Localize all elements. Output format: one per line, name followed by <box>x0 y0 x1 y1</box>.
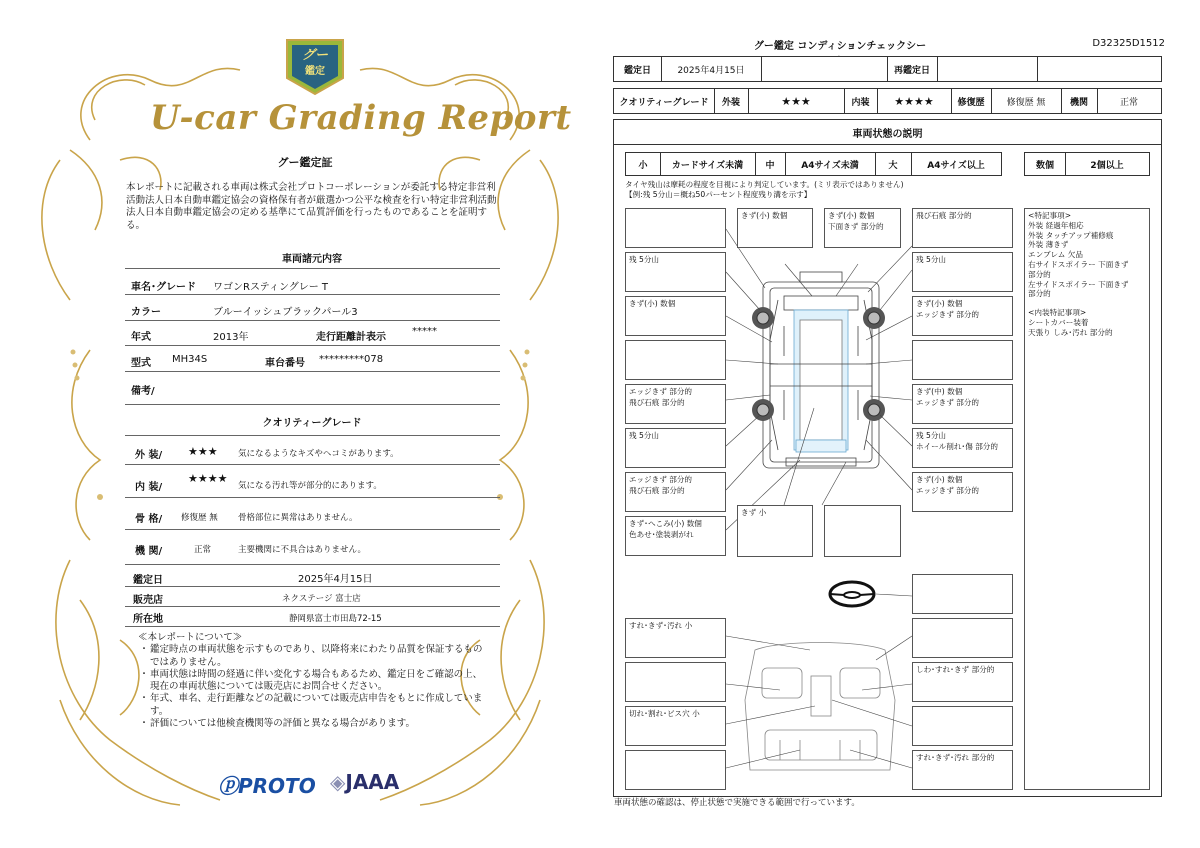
jaaa-logo: ◈JAAA <box>330 770 400 794</box>
exterior-text: 気になるようなキズやヘコミがあります。 <box>238 449 399 459</box>
color-label: カラー <box>131 307 161 318</box>
car-name-value: ワゴンRスティングレー T <box>213 282 329 293</box>
condition-box: エッジきず 部分的 飛び石痕 部分的 <box>625 384 726 424</box>
certificate-title: グー鑑定証 <box>277 156 333 169</box>
mileage-value: ***** <box>412 326 437 337</box>
condition-box: 残 5分山 ホイール削れ･傷 部分的 <box>912 428 1013 468</box>
divider <box>125 586 500 587</box>
exterior-stars: ★★★ <box>188 445 218 458</box>
proto-logo: ⓟPROTO <box>218 774 316 798</box>
condition-box: 飛び石痕 部分的 <box>912 208 1013 248</box>
engine-label: 機 関/ <box>135 546 163 557</box>
interior-stars: ★★★★ <box>894 94 934 108</box>
document-id: D32325D1512 <box>1092 38 1165 49</box>
special-note: 部分的 <box>1028 269 1051 279</box>
appraisal-date-label: 鑑定日 <box>623 65 651 76</box>
address-label: 所在地 <box>133 614 163 625</box>
condition-box: きず(小) 数個 エッジきず 部分的 <box>912 296 1013 336</box>
model-value: MH34S <box>172 354 208 365</box>
tire-note-example: 【例:残 5分山＝概ね50パーセント程度残り溝を示す】 <box>625 190 812 199</box>
appraisal-date-value: 2025年4月15日 <box>677 65 745 76</box>
reappraisal-date-label: 再鑑定日 <box>893 65 930 76</box>
spec-heading: 車両諸元内容 <box>282 254 342 265</box>
shop-value: ネクステージ 富士店 <box>282 594 361 604</box>
legend-large-desc: A4サイズ以上 <box>927 160 985 171</box>
exterior-stars: ★★★ <box>781 94 811 108</box>
quality-grade-label: クオリティーグレード <box>619 97 709 108</box>
condition-box <box>912 706 1013 746</box>
condition-box <box>824 505 901 557</box>
condition-box: 残 5分山 <box>912 252 1013 292</box>
condition-box: エッジきず 部分的 飛び石痕 部分的 <box>625 472 726 512</box>
divider <box>125 564 500 565</box>
repair-history-value: 修復歴 無 <box>1006 97 1046 108</box>
condition-box: きず(中) 数個 エッジきず 部分的 <box>912 384 1013 424</box>
condition-box: すれ･きず･汚れ 部分的 <box>912 750 1013 790</box>
condition-box <box>912 340 1013 380</box>
legend-small-desc: カードサイズ未満 <box>671 160 744 171</box>
interior-stars: ★★★★ <box>188 472 228 485</box>
special-notes-title: <特記事項> <box>1028 211 1072 220</box>
condition-box <box>625 208 726 248</box>
note-item: 評価については他検査機関等の評価と異なる場合があります。 <box>150 718 416 730</box>
divider <box>125 345 500 346</box>
engine-value: 正常 <box>194 545 212 555</box>
special-note: 左サイドスポイラー 下面きず <box>1028 279 1129 289</box>
interior-label: 内 装/ <box>135 482 163 493</box>
special-note: エンブレム 欠品 <box>1028 250 1083 260</box>
divider <box>125 529 500 530</box>
legend-medium: 中 <box>765 160 775 171</box>
condition-box: 残 5分山 <box>625 428 726 468</box>
car-name-label: 車名･グレード <box>131 282 196 293</box>
interior-text: 気になる汚れ等が部分的にあります。 <box>238 481 382 491</box>
condition-box: きず･へこみ(小) 数個 色あせ･塗装剥がれ <box>625 516 726 556</box>
exterior-label: 外装 <box>721 97 740 108</box>
condition-box: 切れ･割れ･ビス穴 小 <box>625 706 726 746</box>
steering-wheel-icon <box>830 582 874 606</box>
note-item: 鑑定時点の車両状態を示すものであり、以降将来にわたり品質を保証するものではありません。 <box>150 644 483 668</box>
certificate-body: 本レポートに記載される車両は株式会社プロトコーポレーションが委託する特定非営利活動法人日本自動車鑑定協会の資格保有者が厳選かつ公平な検査を行い特定非営利活動法人日本自動車鑑定協会の定める基準にて品質評価を行ったものであることを証明する。 <box>126 182 497 231</box>
divider <box>125 404 500 405</box>
shop-label: 販売店 <box>133 595 163 606</box>
engine-value: 正常 <box>1119 97 1138 108</box>
footer-note: 車両状態の確認は、停止状態で実施できる範囲で行っています。 <box>614 798 860 808</box>
divider <box>125 497 500 498</box>
condition-box: きず(小) 数個 <box>625 296 726 336</box>
condition-box: すれ･きず･汚れ 小 <box>625 618 726 658</box>
tire-note: タイヤ残山は摩耗の程度を目視により判定しています。(ミリ表示ではありません) <box>625 180 904 189</box>
interior-note: シートカバー装着 <box>1028 317 1089 327</box>
divider <box>125 464 500 465</box>
repair-history-label: 修復歴 <box>957 97 985 108</box>
legend-large: 大 <box>888 160 898 171</box>
legend-count-desc: 2個以上 <box>1090 160 1124 171</box>
divider <box>125 320 500 321</box>
condition-box <box>625 340 726 380</box>
color-value: ブルーイッシュブラックパール3 <box>213 307 358 318</box>
sheet-title: グー鑑定 コンディションチェックシー <box>753 41 927 52</box>
interior-note: 天張り しみ･汚れ 部分的 <box>1028 327 1113 337</box>
report-notes: ≪本レポートについて≫ ・ 鑑定時点の車両状態を示すものであり、以降将来にわたり品質を保証するものではありません。 ・ 車両状態は時間の経過に伴い変化する場合もあるため、鑑定日をご確認の上、現在の車両状態については販売店にお問合せください。 ・ 年式、車名、走行距離などの記載については販売店申告をもとに作成しています。 ・ 評価については他検査機関等の評価と異なる場合があります。 <box>138 632 490 730</box>
appraisal-date-label: 鑑定日 <box>133 575 163 586</box>
note-item: 年式、車名、走行距離などの記載については販売店申告をもとに作成しています。 <box>150 693 483 717</box>
divider <box>125 268 500 269</box>
condition-heading: 車両状態の説明 <box>852 128 923 140</box>
report-title: U-car Grading Report <box>150 98 572 138</box>
notes-title: ≪本レポートについて≫ <box>138 632 243 643</box>
condition-box <box>912 618 1013 658</box>
divider <box>125 294 500 295</box>
condition-check-sheet <box>600 0 1200 848</box>
engine-text: 主要機関に不具合はありません。 <box>238 545 367 555</box>
condition-box <box>912 574 1013 614</box>
legend-medium-desc: A4サイズ未満 <box>801 160 859 171</box>
chassis-value: *********078 <box>319 354 384 365</box>
frame-label: 骨 格/ <box>135 514 163 525</box>
legend-count: 数個 <box>1035 160 1054 171</box>
condition-box <box>625 662 726 702</box>
badge-line1: グー <box>301 48 328 63</box>
divider <box>125 626 500 627</box>
special-note: 右サイドスポイラー 下面きず <box>1028 259 1129 269</box>
year-value: 2013年 <box>213 332 249 343</box>
appraisal-date-value: 2025年4月15日 <box>298 574 373 585</box>
address-value: 静岡県富士市田島72-15 <box>289 614 382 624</box>
remarks-label: 備考/ <box>131 386 155 397</box>
engine-label: 機関 <box>1069 97 1088 108</box>
special-note: 外装 タッチアップ補修痕 <box>1028 230 1114 240</box>
model-label: 型式 <box>131 358 151 369</box>
interior-notes-title: <内装特記事項> <box>1028 308 1087 318</box>
condition-box: 残 5分山 <box>625 252 726 292</box>
frame-text: 骨格部位に異常はありません。 <box>238 513 358 523</box>
condition-box: きず 小 <box>737 505 813 557</box>
note-item: 車両状態は時間の経過に伴い変化する場合もあるため、鑑定日をご確認の上、現在の車両状態については販売店にお問合せください。 <box>150 668 483 693</box>
frame-value: 修復歴 無 <box>181 513 218 523</box>
divider <box>125 606 500 607</box>
special-note: 外装 経過年相応 <box>1028 220 1084 230</box>
divider <box>125 435 500 436</box>
legend-small: 小 <box>638 160 648 171</box>
condition-box <box>625 750 726 790</box>
interior-diagram <box>745 643 895 771</box>
condition-box: しわ･すれ･きず 部分的 <box>912 662 1013 702</box>
special-notes-box <box>1024 208 1150 790</box>
special-note: 外装 薄きず <box>1028 240 1069 250</box>
year-label: 年式 <box>131 332 151 343</box>
jaaa-mark-icon: ◈ <box>330 770 346 794</box>
badge-line2: 鑑定 <box>305 66 325 77</box>
condition-box: きず(小) 数個 下面きず 部分的 <box>824 208 901 248</box>
divider <box>125 371 500 372</box>
quality-heading: クオリティーグレード <box>262 418 362 429</box>
special-note: 部分的 <box>1028 289 1051 299</box>
interior-label: 内装 <box>851 97 870 108</box>
exterior-label: 外 装/ <box>135 450 163 461</box>
chassis-label: 車台番号 <box>265 358 305 369</box>
proto-mark-icon: ⓟ <box>218 774 238 798</box>
condition-box: きず(小) 数個 <box>737 208 813 248</box>
condition-box: きず(小) 数個 エッジきず 部分的 <box>912 472 1013 512</box>
mileage-label: 走行距離計表示 <box>316 332 386 343</box>
